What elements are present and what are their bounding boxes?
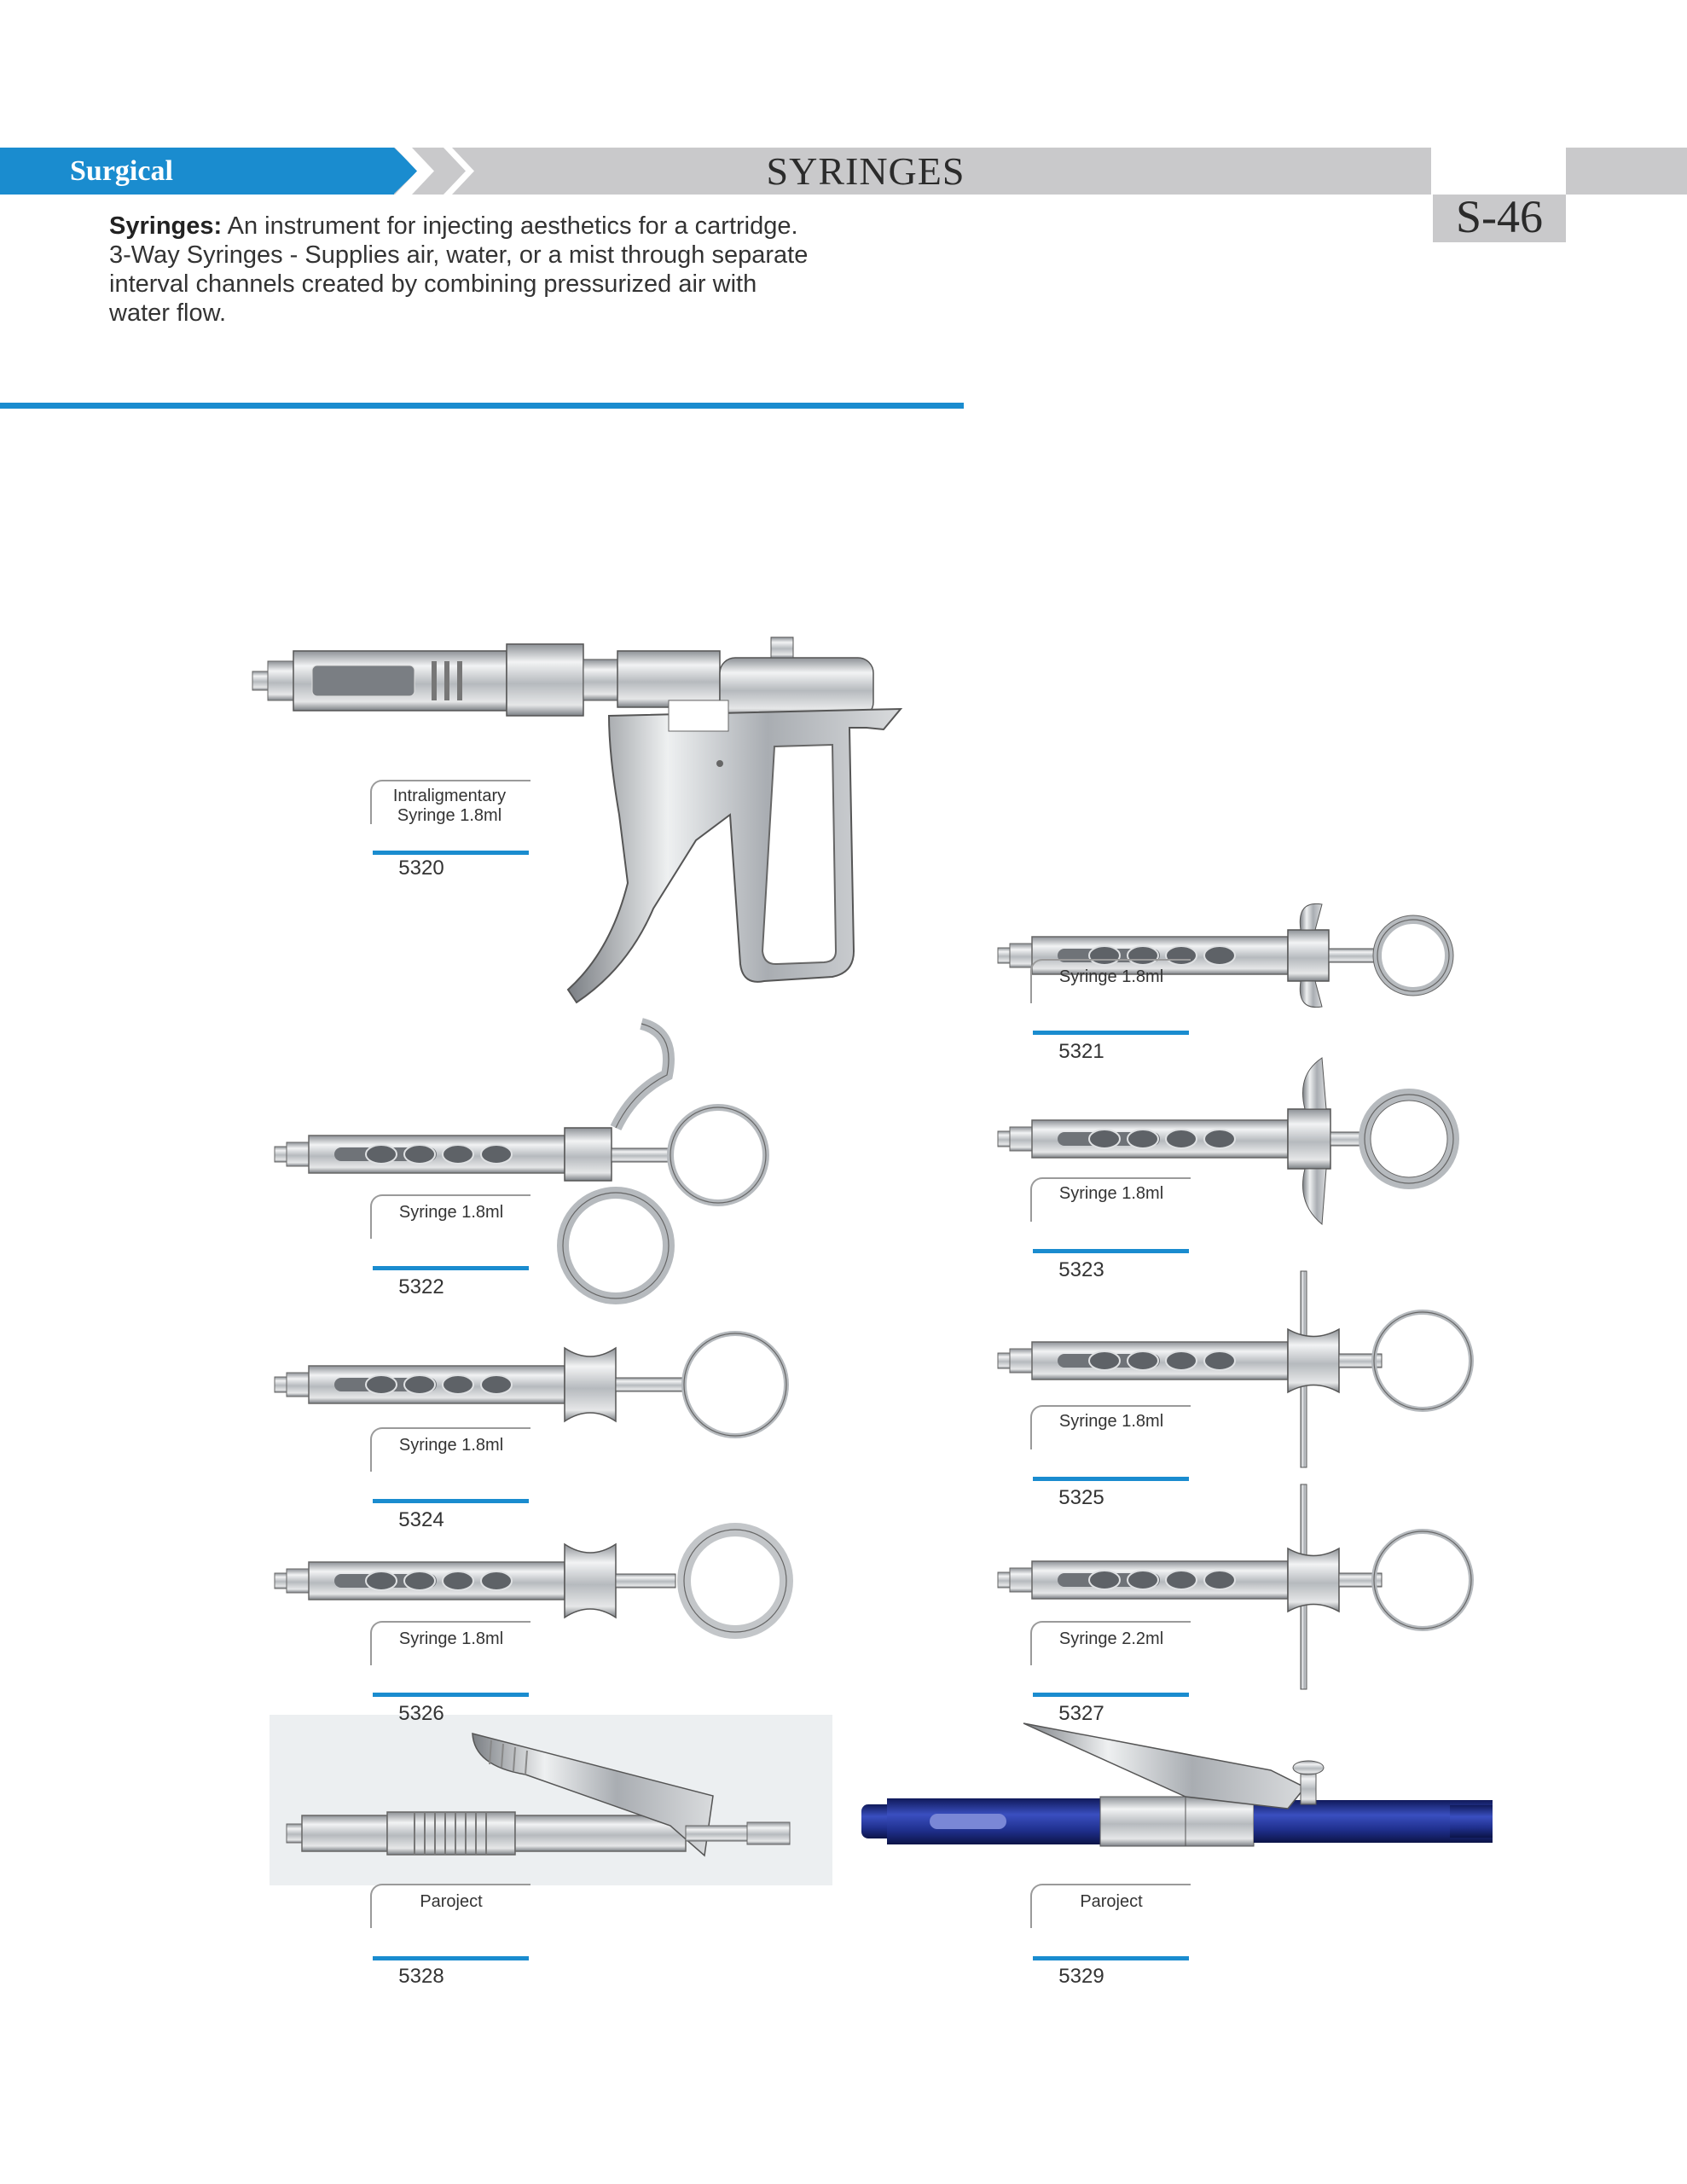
product-name: Syringe 2.2ml bbox=[1058, 1629, 1164, 1648]
syringe-5322-image bbox=[275, 1024, 820, 1305]
product-code: 5327 bbox=[1058, 1702, 1104, 1725]
intro-text bbox=[109, 212, 911, 328]
intro-term: Syringes: bbox=[109, 212, 223, 240]
product-code: 5326 bbox=[398, 1702, 444, 1725]
paroject-5328-image bbox=[270, 1715, 832, 1885]
product-name: Syringe 1.8ml bbox=[398, 1629, 504, 1648]
product-label bbox=[1030, 959, 1194, 1078]
intro-divider bbox=[0, 403, 964, 409]
intro-line: 3-Way Syringes - Supplies air, water, or a mist through separate bbox=[109, 241, 809, 269]
product-name: Syringe 1.8ml bbox=[398, 1203, 504, 1222]
intro-line: interval channels created by combining pressurized air with bbox=[109, 270, 757, 298]
product-label bbox=[1030, 1177, 1194, 1297]
product-name: Syringe 1.8ml bbox=[1058, 967, 1164, 986]
product-label bbox=[1030, 1405, 1194, 1525]
product-code: 5328 bbox=[398, 1965, 444, 1988]
product-code: 5329 bbox=[1058, 1965, 1104, 1988]
syringe-5326-image bbox=[275, 1527, 838, 1638]
product-label bbox=[1030, 1884, 1194, 2003]
product-label bbox=[370, 780, 534, 899]
product-label bbox=[370, 1884, 534, 2003]
product-label bbox=[370, 1621, 534, 1740]
product-code: 5323 bbox=[1058, 1258, 1104, 1281]
product-name: Intraligmentary Syringe 1.8ml bbox=[392, 787, 507, 825]
paroject-5329-image bbox=[861, 1723, 1510, 1885]
product-code: 5321 bbox=[1058, 1040, 1104, 1063]
page-code: S-46 bbox=[1455, 191, 1543, 242]
product-label bbox=[370, 1194, 534, 1314]
intraligamentary-syringe-image bbox=[252, 627, 901, 1019]
section-label: Surgical bbox=[70, 155, 173, 187]
product-name: Syringe 1.8ml bbox=[398, 1436, 504, 1455]
product-name: Paroject bbox=[420, 1892, 483, 1911]
intro-line: water flow. bbox=[109, 299, 226, 327]
product-code: 5320 bbox=[398, 857, 444, 880]
product-code: 5324 bbox=[398, 1508, 444, 1531]
product-name: Syringe 1.8ml bbox=[1058, 1412, 1164, 1431]
product-code: 5322 bbox=[398, 1275, 444, 1298]
intro-line: An instrument for injecting aesthetics for a cartridge. bbox=[227, 212, 798, 240]
product-name: Syringe 1.8ml bbox=[1058, 1184, 1164, 1203]
syringe-5324-image bbox=[275, 1331, 838, 1442]
page-title: SYRINGES bbox=[766, 149, 965, 193]
product-code: 5325 bbox=[1058, 1486, 1104, 1509]
product-name: Paroject bbox=[1080, 1892, 1143, 1911]
product-label bbox=[1030, 1621, 1194, 1740]
product-label bbox=[370, 1427, 534, 1547]
